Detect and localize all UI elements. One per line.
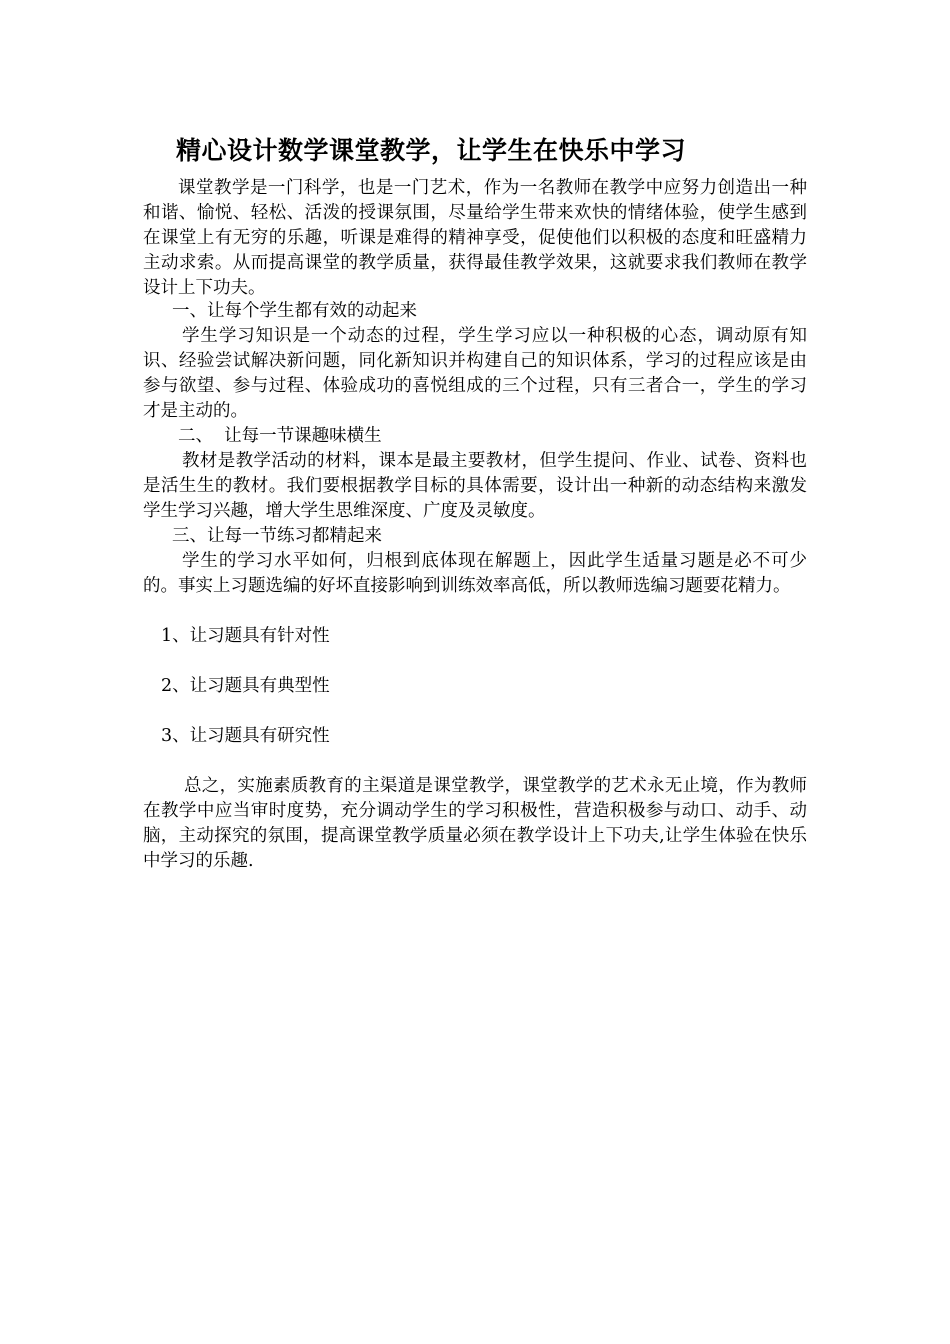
list-item: 3、让习题具有研究性 xyxy=(161,726,330,746)
section-paragraph-3: 学生的学习水平如何，归根到底体现在解题上，因此学生适量习题是必不可少的。事实上习题选编的好坏直接影响到训练效率高低，所以教师选编习题要花精力。 xyxy=(143,551,807,596)
list-item: 2、让习题具有典型性 xyxy=(161,676,330,696)
section-heading-3: 三、让每一节练习都精起来 xyxy=(172,526,382,546)
intro-paragraph: 课堂教学是一门科学，也是一门艺术，作为一名教师在教学中应努力创造出一种和谐、愉悦、轻松、活泼的授课氛围，尽量给学生带来欢快的情绪体验，使学生感到在课堂上有无穷的乐趣，听课是难得的精神享受，促使他们以积极的态度和旺盛精力主动求索。从而提高课堂的教学质量，获得最佳教学效果，这就要求我们教师在教学设计上下功夫。 xyxy=(143,178,807,298)
conclusion-paragraph: 总之，实施素质教育的主渠道是课堂教学，课堂教学的艺术永无止境，作为教师在教学中应当审时度势，充分调动学生的学习积极性，营造积极参与动口、动手、动脑，主动探究的氛围，提高课堂教学质量必须在教学设计上下功夫,让学生体验在快乐中学习的乐趣. xyxy=(143,776,807,871)
document-title: 精心设计数学课堂教学，让学生在快乐中学习 xyxy=(176,136,687,165)
section-paragraph-2: 教材是教学活动的材料，课本是最主要教材，但学生提问、作业、试卷、资料也是活生生的教材。我们要根据教学目标的具体需要，设计出一种新的动态结构来激发学生学习兴趣，增大学生思维深度、广度及灵敏度。 xyxy=(143,451,807,521)
section-heading-1: 一、让每个学生都有效的动起来 xyxy=(172,301,417,321)
list-item: 1、让习题具有针对性 xyxy=(161,626,330,646)
section-paragraph-1: 学生学习知识是一个动态的过程，学生学习应以一种积极的心态，调动原有知识、经验尝试解决新问题，同化新知识并构建自己的知识体系，学习的过程应该是由参与欲望、参与过程、体验成功的喜悦组成的三个过程，只有三者合一，学生的学习才是主动的。 xyxy=(143,326,807,421)
section-heading-2: 二、 让每一节课趣味横生 xyxy=(178,426,382,446)
